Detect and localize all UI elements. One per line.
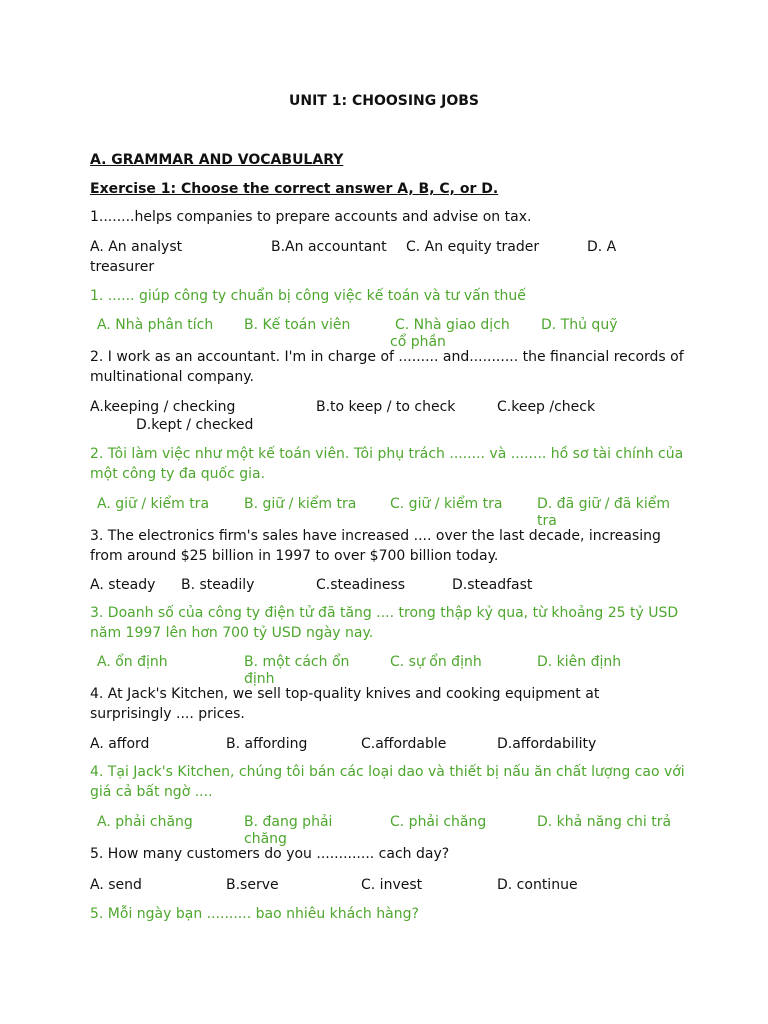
q1-translation: 1. ...... giúp công ty chuẩn bị công việc kế toán và tư vấn thuế <box>90 288 526 304</box>
q1-option-d: D. A <box>587 239 617 255</box>
q2-translation: 2. Tôi làm việc như một kế toán viên. Tôi phụ trách ........ và ........ hồ sơ tài chính của một công ty đa quốc gia. <box>90 446 684 482</box>
question-5: 5. How many customers do you ............. cach day? <box>90 846 450 862</box>
q1-option-a: A. An analyst <box>90 239 183 255</box>
q4-option-b: B. affording <box>226 736 308 752</box>
q1-tr-option-a: A. Nhà phân tích <box>97 317 214 333</box>
q3-option-a: A. steady <box>90 577 156 593</box>
question-4: 4. At Jack's Kitchen, we sell top-quality knives and cooking equipment at surprisingly .... prices. <box>90 686 600 722</box>
q3-tr-option-b: B. một cách ổn định <box>244 654 350 687</box>
q4-option-d: D.affordability <box>497 736 597 752</box>
q3-tr-option-d: D. kiên định <box>537 654 622 670</box>
q3-tr-option-a: A. ổn định <box>97 654 168 670</box>
q2-tr-option-b: B. giữ / kiểm tra <box>244 496 357 512</box>
q4-tr-option-a: A. phải chăng <box>97 814 193 830</box>
q3-option-b: B. steadily <box>181 577 255 593</box>
q2-tr-option-c: C. giữ / kiểm tra <box>390 496 503 512</box>
q1-tr-option-b: B. Kế toán viên <box>244 317 351 333</box>
q3-option-c: C.steadiness <box>316 577 406 593</box>
q5-option-b: B.serve <box>226 877 279 893</box>
exercise-heading: Exercise 1: Choose the correct answer A, B, C, or D. <box>90 181 499 197</box>
q4-tr-option-d: D. khả năng chi trả <box>537 814 672 830</box>
q5-translation: 5. Mỗi ngày bạn .......... bao nhiêu khách hàng? <box>90 906 419 922</box>
q4-translation: 4. Tại Jack's Kitchen, chúng tôi bán các loại dao và thiết bị nấu ăn chất lượng cao với giá cả bất ngờ .... <box>90 764 685 800</box>
q2-option-c: C.keep /check <box>497 399 596 415</box>
q1-tr-option-d: D. Thủ quỹ <box>541 317 618 333</box>
q4-tr-option-b: B. đang phải chăng <box>244 814 333 847</box>
q2-option-b: B.to keep / to check <box>316 399 456 415</box>
q1-tr-option-c: C. Nhà giao dịch cổ phần <box>390 317 510 350</box>
q3-option-d: D.steadfast <box>452 577 533 593</box>
question-1: 1........helps companies to prepare accounts and advise on tax. <box>90 209 532 225</box>
q3-translation: 3. Doanh số của công ty điện tử đã tăng .... trong thập kỷ qua, từ khoảng 25 tỷ USD năm 1997 lên hơn 700 tỷ USD ngày nay. <box>90 605 679 641</box>
q4-tr-option-c: C. phải chăng <box>390 814 487 830</box>
q5-option-a: A. send <box>90 877 142 893</box>
q2-tr-option-a: A. giữ / kiểm tra <box>97 496 210 512</box>
q2-tr-option-d: D. đã giữ / đã kiểm tra <box>537 496 671 529</box>
section-heading: A. GRAMMAR AND VOCABULARY <box>90 152 344 168</box>
q3-tr-option-c: C. sự ổn định <box>390 654 482 670</box>
q1-option-d-wrap: treasurer <box>90 259 155 275</box>
q5-option-c: C. invest <box>361 877 423 893</box>
question-2: 2. I work as an accountant. I'm in charge of ......... and........... the financial records of multinational company. <box>90 349 684 385</box>
q1-option-b: B.An accountant <box>271 239 387 255</box>
q2-option-a: A.keeping / checking <box>90 399 236 415</box>
q1-option-c: C. An equity trader <box>406 239 540 255</box>
q4-option-a: A. afford <box>90 736 150 752</box>
q5-option-d: D. continue <box>497 877 578 893</box>
q2-option-d: D.kept / checked <box>136 417 254 433</box>
q4-option-c: C.affordable <box>361 736 447 752</box>
question-3: 3. The electronics firm's sales have increased .... over the last decade, increasing from around $25 billion in 1997 to over $700 billion today. <box>90 528 661 564</box>
page-title: UNIT 1: CHOOSING JOBS <box>289 93 479 109</box>
